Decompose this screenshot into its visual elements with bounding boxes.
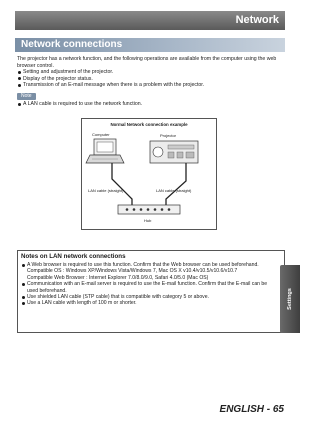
lan-notes-box (17, 250, 285, 333)
feature-list (17, 69, 285, 89)
projector-icon (150, 141, 198, 163)
notes-line: Communication with an E-mail server is required to use the E-mail function. Confirm that the E-mail can be (27, 281, 268, 288)
notes-list (21, 262, 281, 307)
projector-label: Projector (160, 133, 177, 138)
notes-item (21, 262, 281, 281)
notes-line: Compatible OS : Windows XP/Windows Vista/Windows 7, Mac OS X v10.4/v10.5/v10.6/v10.7 (27, 268, 238, 275)
section-bar (15, 38, 285, 52)
notes-line: Use shielded LAN cable (STP cable) that is compatible with category 5 or above. (27, 294, 209, 301)
notes-line: Use a LAN cable with length of 100 m or shorter. (27, 300, 137, 307)
hub-icon (118, 205, 180, 214)
notes-item (21, 300, 281, 306)
notes-title: Notes on LAN network connections (21, 253, 126, 260)
notes-line: A Web browser is required to use this function. Confirm that the Web browser can be used beforehand. (27, 262, 259, 268)
page-footer: ENGLISH - 65 (219, 404, 284, 415)
note-badge: Note (17, 93, 36, 100)
intro-text: The projector has a network function, and the following operations are available from the computer using the web browser control. (17, 56, 277, 69)
notes-line: Compatible Web Browser : Internet Explorer 7.0/8.0/9.0, Safari 4.0/5.0 (Mac OS) (27, 274, 209, 281)
section-title: Network connections (21, 39, 123, 50)
header-bar (15, 11, 285, 30)
header-title: Network (235, 14, 279, 26)
notes-line: used beforehand. (27, 287, 67, 294)
feature-item: Transmission of an E-mail message when there is a problem with the projector. (17, 82, 285, 89)
network-diagram (81, 118, 217, 230)
note-list (17, 101, 285, 108)
computer-label: Computer (92, 132, 110, 137)
hub-label: Hub (144, 218, 152, 223)
lan-cable-right-label: LAN cable (straight) (156, 188, 192, 193)
computer-icon (86, 139, 124, 163)
lan-cable-left-label: LAN cable (straight) (88, 188, 124, 193)
feature-item: Display of the projector status. (17, 76, 285, 83)
notes-item (21, 281, 281, 294)
settings-side-tab[interactable] (280, 265, 300, 333)
note-item: A LAN cable is required to use the network function. (17, 101, 285, 108)
feature-item: Setting and adjustment of the projector. (17, 69, 285, 76)
diagram-title: Normal Network connection example (110, 122, 188, 127)
side-tab-label: Settings (287, 288, 293, 310)
